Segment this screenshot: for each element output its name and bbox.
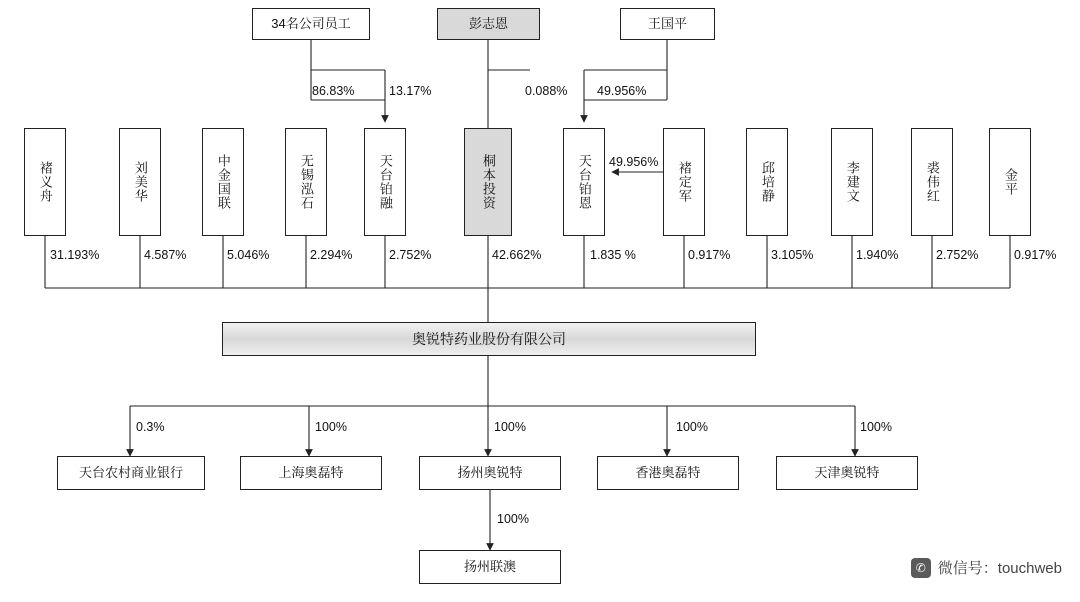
watermark-text: 微信号：touchweb <box>937 560 1062 577</box>
node-hongkong-aoleite[interactable] <box>597 456 739 490</box>
node-label: 刘美华 <box>132 161 148 203</box>
wechat-icon: ✆ <box>911 558 931 578</box>
node-yangzhou-lianao[interactable] <box>419 550 561 584</box>
node-label: 扬州联澳 <box>463 558 516 574</box>
shareholder-pct: 31.193% <box>50 248 100 262</box>
node-tianjin-aorite[interactable] <box>776 456 918 490</box>
node-wangguoping[interactable] <box>620 8 715 40</box>
node-label: 扬州奥锐特 <box>457 464 523 480</box>
node-zhongjinguolian[interactable] <box>202 128 244 236</box>
node-label: 邱培静 <box>759 161 775 203</box>
node-label: 彭志恩 <box>468 15 508 31</box>
node-label: 桐本投资 <box>480 154 496 210</box>
node-lijianwen[interactable] <box>831 128 873 236</box>
shareholder-pct: 0.917% <box>688 248 731 262</box>
shareholder-pct: 1.835 % <box>590 248 636 262</box>
watermark <box>911 557 1062 578</box>
node-tiantai-bank[interactable] <box>57 456 205 490</box>
node-label: 天台铂恩 <box>576 154 592 210</box>
node-liumeihua[interactable] <box>119 128 161 236</box>
shareholder-pct: 0.917% <box>1014 248 1057 262</box>
node-shanghai-aoleite[interactable] <box>240 456 382 490</box>
shareholder-pct: 2.752% <box>936 248 979 262</box>
node-jinping[interactable] <box>989 128 1031 236</box>
node-company[interactable] <box>222 322 756 356</box>
node-tiantaiborong[interactable] <box>364 128 406 236</box>
node-yangzhou-aorite[interactable] <box>419 456 561 490</box>
subsidiary-pct: 100% <box>676 420 708 434</box>
shareholder-pct: 1.940% <box>856 248 899 262</box>
node-label: 褚定军 <box>676 161 692 203</box>
shareholder-pct: 2.752% <box>389 248 432 262</box>
edge-label-pct: 0.088% <box>525 84 568 98</box>
shareholder-pct: 2.294% <box>310 248 353 262</box>
node-label: 中金国联 <box>215 154 231 210</box>
node-label: 上海奥磊特 <box>278 464 344 480</box>
subsidiary-pct: 100% <box>860 420 892 434</box>
node-label: 王国平 <box>647 15 687 31</box>
node-label: 褚义舟 <box>37 161 53 203</box>
node-label: 裘伟红 <box>924 161 940 203</box>
node-pengzhien[interactable] <box>437 8 540 40</box>
edge-label-pct: 86.83% <box>312 84 355 98</box>
node-label: 天台农村商业银行 <box>78 464 183 480</box>
node-label: 无锡泓石 <box>298 154 314 210</box>
node-qiupeijing[interactable] <box>746 128 788 236</box>
node-tongbentouzi[interactable] <box>464 128 512 236</box>
node-label: 金平 <box>1002 168 1018 196</box>
node-label: 香港奥磊特 <box>635 464 701 480</box>
subsidiary-pct: 100% <box>494 420 526 434</box>
node-label: 34名公司员工 <box>271 15 351 31</box>
subsidiary-pct: 0.3% <box>136 420 165 434</box>
edge-label-pct: 13.17% <box>389 84 432 98</box>
edge-label-pct: 49.956% <box>597 84 647 98</box>
shareholder-pct: 3.105% <box>771 248 814 262</box>
node-label: 李建文 <box>844 161 860 203</box>
node-label: 天台铂融 <box>377 154 393 210</box>
shareholder-pct: 5.046% <box>227 248 270 262</box>
node-employees[interactable] <box>252 8 370 40</box>
node-qiuweihong[interactable] <box>911 128 953 236</box>
node-chudingjun[interactable] <box>663 128 705 236</box>
company-label: 奥锐特药业股份有限公司 <box>412 330 566 347</box>
node-wuxihongshi[interactable] <box>285 128 327 236</box>
shareholder-pct: 42.662% <box>492 248 542 262</box>
leaf-pct: 100% <box>497 512 529 526</box>
node-chuyizhou[interactable] <box>24 128 66 236</box>
edge-label-pct-side: 49.956% <box>609 155 659 169</box>
node-tiantaiboen[interactable] <box>563 128 605 236</box>
shareholder-pct: 4.587% <box>144 248 187 262</box>
node-label: 天津奥锐特 <box>814 464 880 480</box>
subsidiary-pct: 100% <box>315 420 347 434</box>
